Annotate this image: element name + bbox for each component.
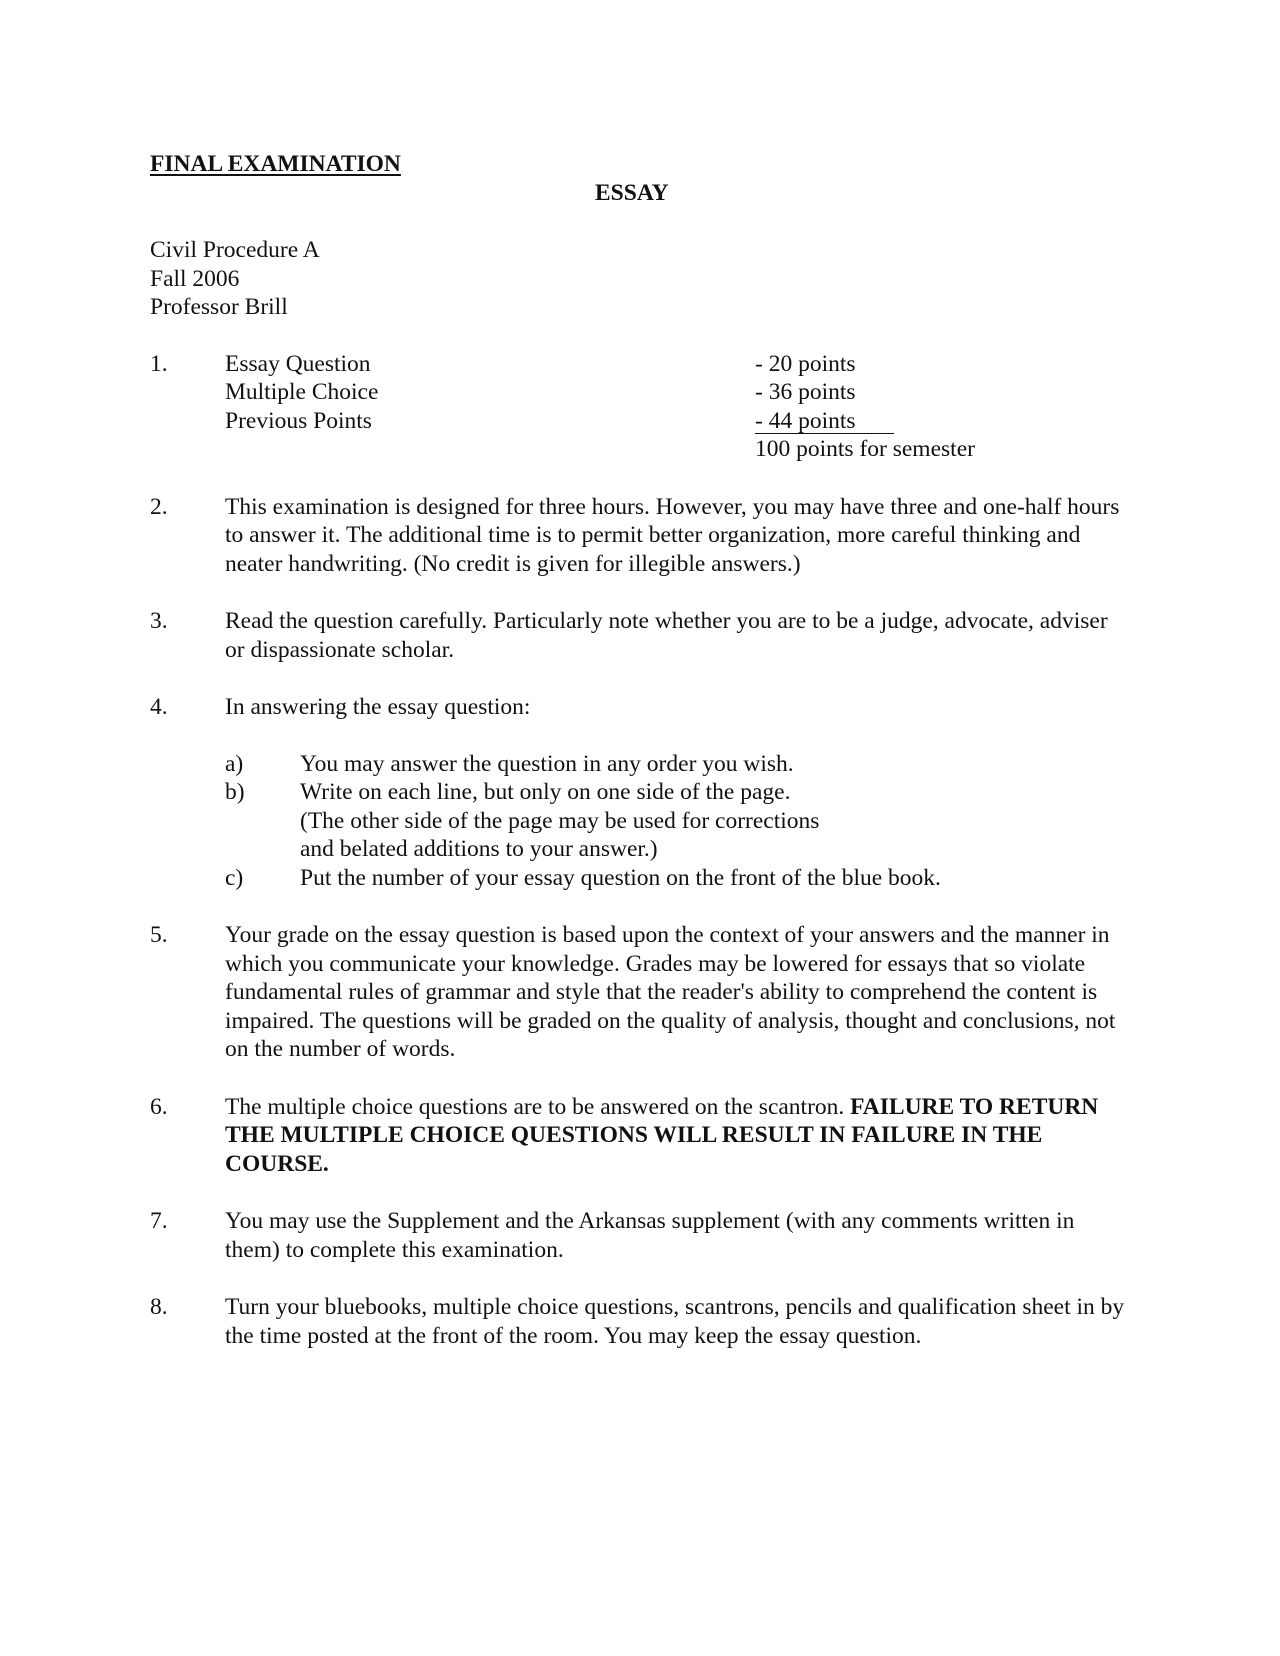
item-number: 6.: [150, 1093, 168, 1120]
instruction-item-2: [150, 493, 1130, 579]
points-value-wrap: [755, 407, 894, 436]
instruction-item-4: [150, 693, 1130, 892]
sub-item-a: [225, 750, 1130, 779]
points-table: [225, 350, 1130, 464]
exam-page: [150, 150, 1130, 1379]
item-text-wrap: [225, 1093, 1130, 1179]
sub-item-letter: c): [225, 864, 244, 891]
points-total-row: [225, 435, 1130, 464]
sub-item-b: [225, 778, 1130, 864]
instruction-item-3: [150, 607, 1130, 664]
sub-item-text: You may answer the question in any order you wish.: [300, 750, 794, 777]
exam-subtitle: ESSAY: [595, 179, 669, 206]
points-row: [225, 378, 1130, 407]
sub-item-text: and belated additions to your answer.): [300, 836, 658, 862]
points-spacer: [225, 435, 755, 464]
course-name: Civil Procedure A: [150, 237, 320, 263]
points-value: - 20 points: [755, 350, 856, 377]
item-number: 5.: [150, 922, 168, 948]
sub-item-letter: b): [225, 779, 245, 805]
points-total: 100 points for semester: [755, 436, 975, 462]
sub-item-letter: a): [225, 750, 244, 777]
sub-item-text: Write on each line, but only on one side of the page.: [300, 779, 791, 805]
instruction-item-6: [150, 1093, 1130, 1179]
item-text: Turn your bluebooks, multiple choice questions, scantrons, pencils and qualification sheet in by the time posted at the front of the room. You may keep the essay question.: [225, 1294, 1125, 1349]
points-row: [225, 407, 1130, 436]
points-label: Essay Question: [225, 350, 371, 377]
instruction-item-1: [150, 350, 1130, 464]
sub-item-text: Put the number of your essay question on the front of the blue book.: [300, 864, 941, 891]
item-text: This examination is designed for three hours. However, you may have three and one-half hours to answer it. The additional time is to permit better organization, more careful thinking and neater handwriting. (No credit is given for illegible answers.): [225, 493, 1120, 577]
item-text: The multiple choice questions are to be answered on the scantron.: [225, 1093, 851, 1120]
instruction-item-7: [150, 1207, 1130, 1264]
failure-warning: FAILURE TO RETURN THE MULTIPLE CHOICE QUESTIONS WILL RESULT IN FAILURE IN THE COURSE.: [225, 1093, 1099, 1177]
item-number: 1.: [150, 350, 168, 377]
course-info: [150, 236, 1130, 322]
item-text: You may use the Supplement and the Arkansas supplement (with any comments written in them) to complete this examination.: [225, 1208, 1075, 1263]
points-value: - 44 points: [755, 409, 894, 434]
item-number: 3.: [150, 608, 168, 634]
points-value: - 36 points: [755, 379, 856, 405]
points-label: Multiple Choice: [225, 379, 379, 405]
instruction-list: [150, 350, 1130, 1351]
instruction-item-8: [150, 1293, 1130, 1350]
sub-item-c: [225, 864, 1130, 893]
sub-instruction-list: [225, 750, 1130, 893]
sub-item-text: (The other side of the page may be used for corrections: [300, 807, 820, 834]
item-number: 7.: [150, 1208, 168, 1234]
points-label: Previous Points: [225, 407, 372, 434]
item-number: 4.: [150, 694, 168, 720]
points-row: [225, 350, 1130, 379]
item-number: 8.: [150, 1294, 168, 1320]
course-term: Fall 2006: [150, 265, 240, 292]
item-text: Read the question carefully. Particularly note whether you are to be a judge, advocate, adviser or dispassionate scholar.: [225, 608, 1108, 663]
instruction-item-5: [150, 921, 1130, 1064]
item-number: 2.: [150, 493, 168, 520]
course-professor: Professor Brill: [150, 294, 288, 320]
exam-title: FINAL EXAMINATION: [150, 151, 401, 177]
item-text: In answering the essay question:: [225, 694, 531, 720]
item-text: Your grade on the essay question is based upon the context of your answers and the manner in which you communicate your knowledge. Grades may be lowered for essays that so violate fundamental rules of grammar and style that the reader's ability to comprehend the content is impaired. The questions will be graded on the quality of analysis, thought and conclusions, not on the number of words.: [225, 922, 1116, 1062]
